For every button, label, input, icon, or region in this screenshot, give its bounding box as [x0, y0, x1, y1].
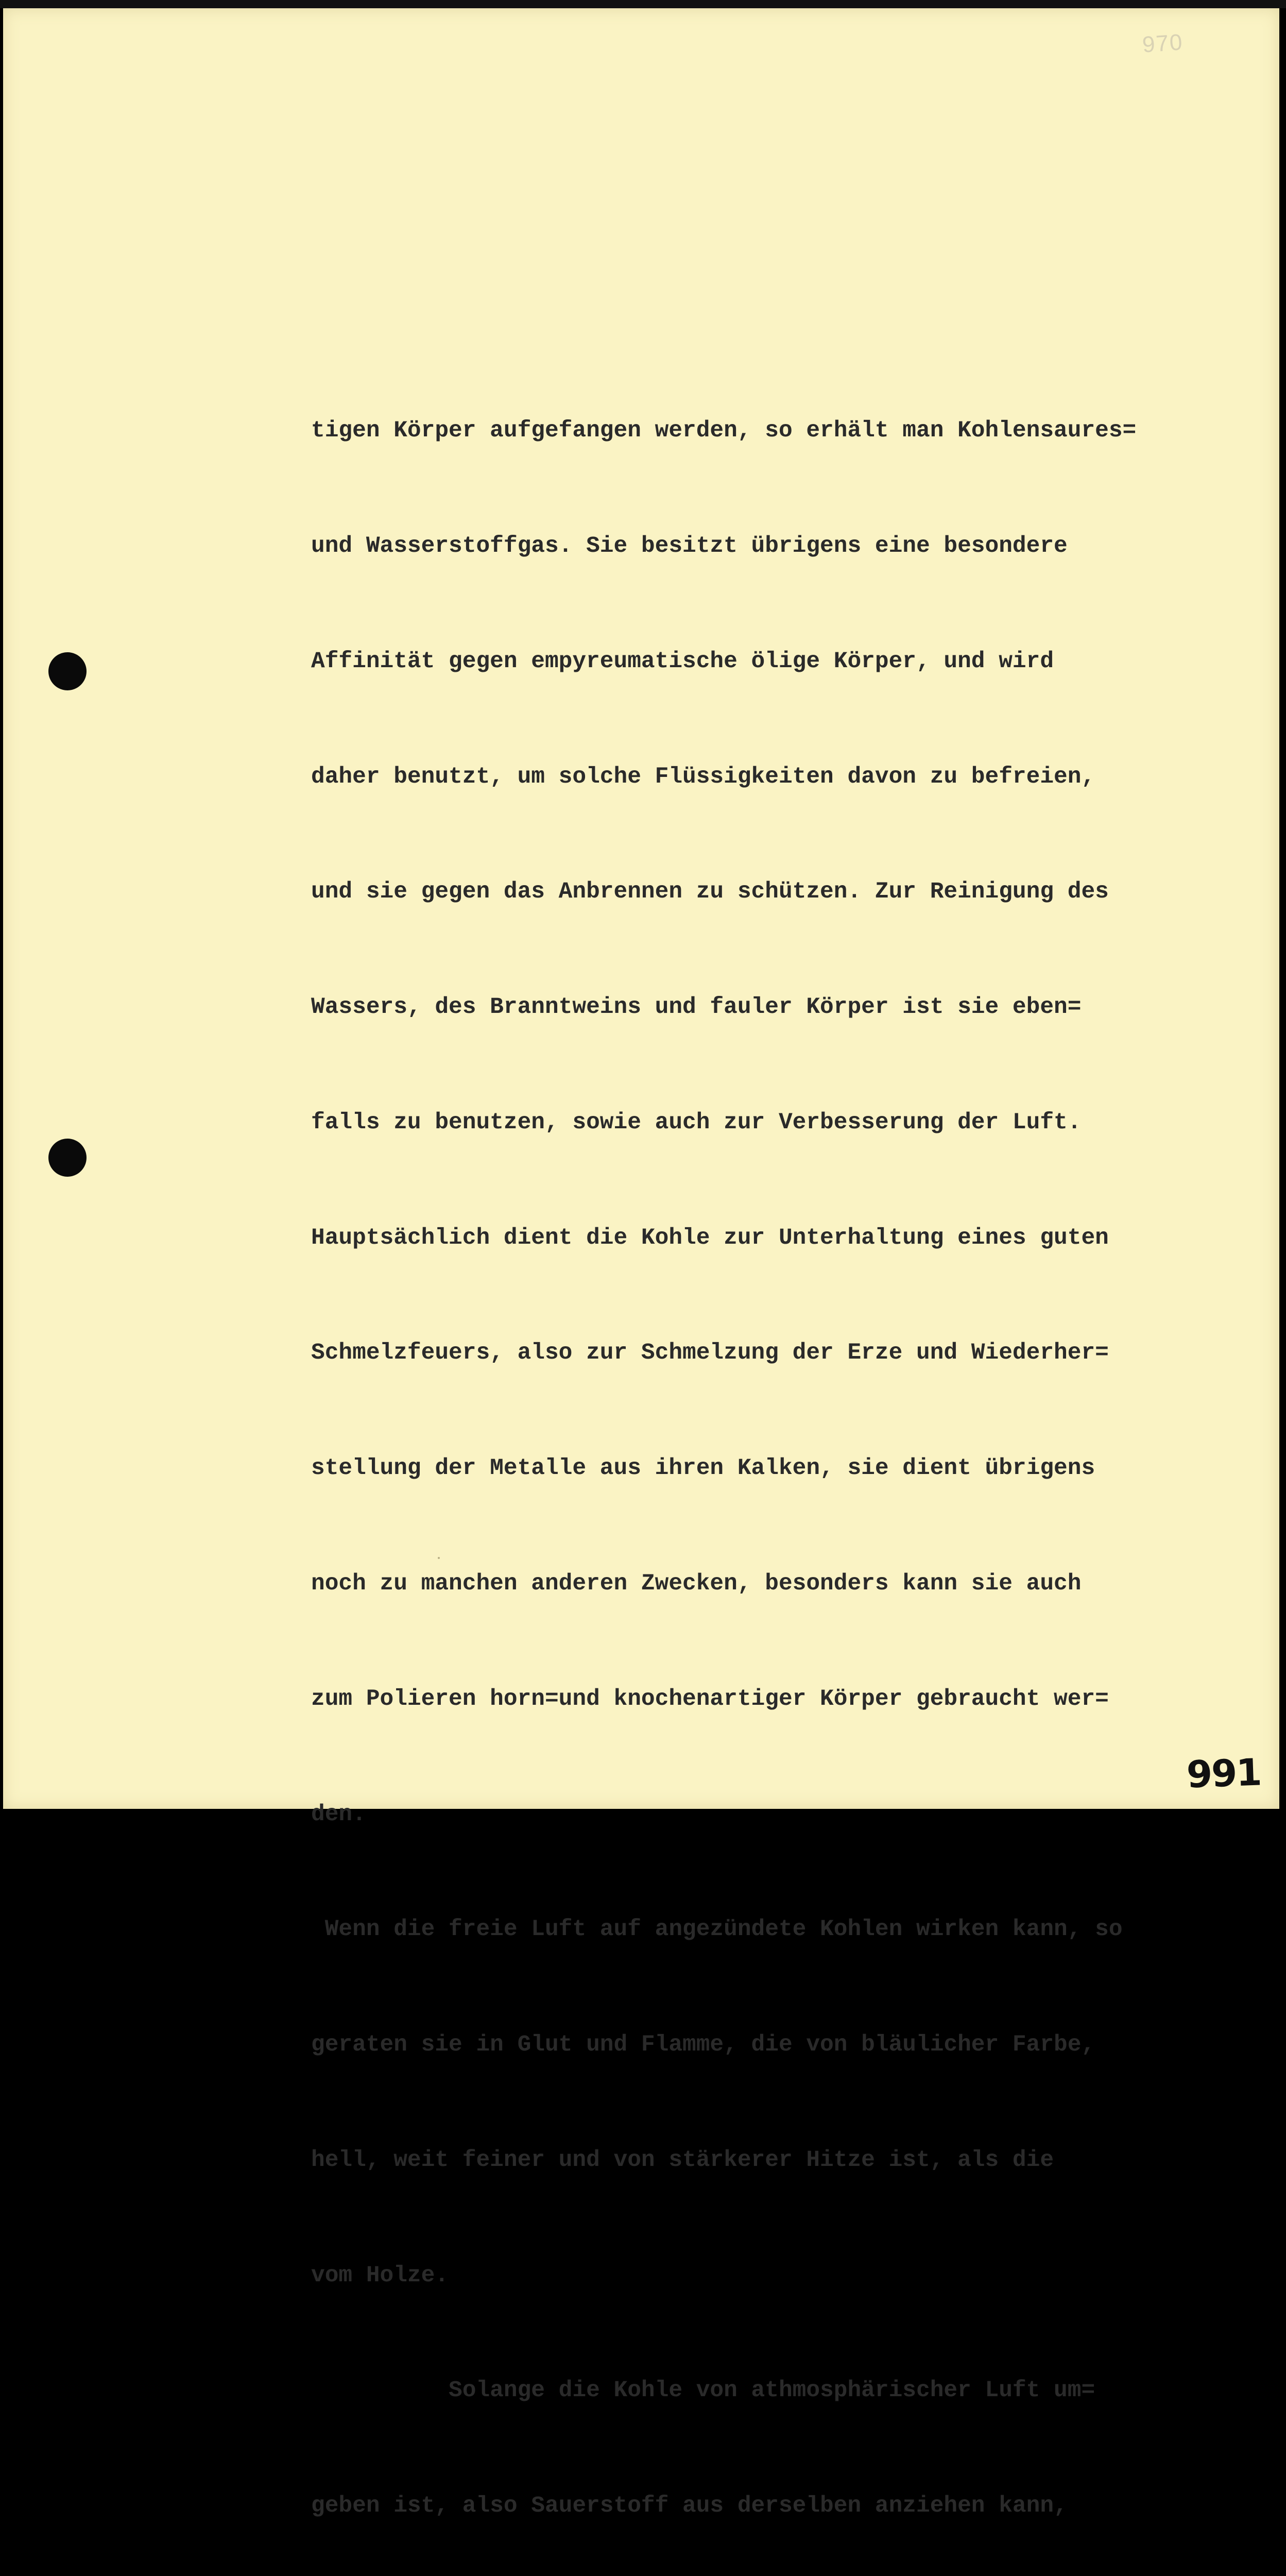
- text-line: tigen Körper aufgefangen werden, so erhält man Kohlensaures=: [311, 418, 1137, 444]
- text-line: den.: [311, 1801, 366, 1827]
- text-line: geraten sie in Glut und Flamme, die von bläulicher Farbe,: [311, 2032, 1095, 2058]
- punch-hole: [48, 652, 87, 690]
- text-line: Wenn die freie Luft auf angezündete Kohlen wirken kann, so: [311, 1917, 1123, 1943]
- text-line: geben ist, also Sauerstoff aus derselben anziehen kann,: [311, 2493, 1068, 2519]
- typewritten-page: [3, 8, 1279, 2519]
- text-line: Affinität gegen empyreumatische ölige Körper, und wird: [311, 648, 1054, 674]
- punch-hole: [48, 1139, 87, 1177]
- text-line: zum Polieren horn=und knochenartiger Körper gebraucht wer=: [311, 1686, 1109, 1712]
- text-line: stellung der Metalle aus ihren Kalken, sie dient übrigens: [311, 1455, 1095, 1482]
- text-line: daher benutzt, um solche Flüssigkeiten davon zu befreien,: [311, 764, 1095, 790]
- text-line: falls zu benutzen, sowie auch zur Verbesserung der Luft.: [311, 1109, 1082, 1136]
- page-number: 991: [1186, 1750, 1262, 1797]
- archive-mark: 970: [1141, 29, 1184, 58]
- text-line: noch zu manchen anderen Zwecken, besonders kann sie auch: [311, 1571, 1082, 1597]
- text-line: und Wasserstoffgas. Sie besitzt übrigens eine besondere: [311, 533, 1068, 559]
- text-line: vom Holze.: [311, 2262, 449, 2289]
- text-line: und sie gegen das Anbrennen zu schützen. Zur Reinigung des: [311, 879, 1109, 905]
- text-line: Solange die Kohle von athmosphärischer Luft um=: [311, 2378, 1095, 2404]
- text-line: Hauptsächlich dient die Kohle zur Unterhaltung eines guten: [311, 1225, 1109, 1251]
- text-line: Wassers, des Branntweins und fauler Körper ist sie eben=: [311, 994, 1082, 1021]
- paper-speck: [438, 1557, 440, 1559]
- scanner-top-edge: [0, 0, 1286, 8]
- text-line: hell, weit feiner und von stärkerer Hitze ist, als die: [311, 2147, 1054, 2173]
- typescript-body: [311, 335, 1286, 2576]
- text-line: Schmelzfeuers, also zur Schmelzung der Erze und Wiederher=: [311, 1340, 1109, 1366]
